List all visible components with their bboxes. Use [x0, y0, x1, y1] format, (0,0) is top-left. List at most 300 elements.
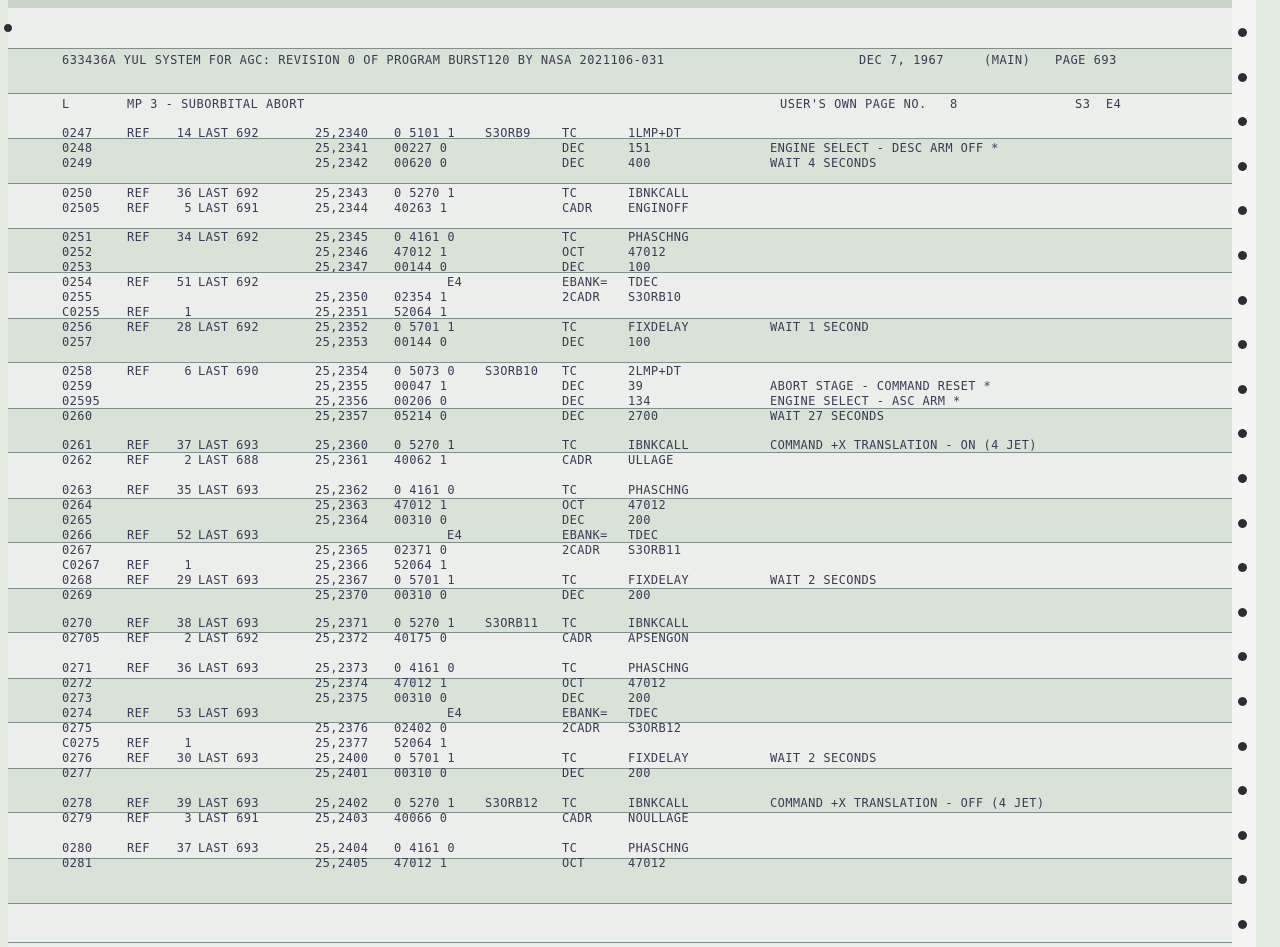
tractor-hole — [1238, 474, 1247, 483]
row-word: 0 5270 1 — [394, 796, 455, 810]
row-num: 34 — [176, 230, 192, 244]
row-word: 02371 0 — [394, 543, 448, 557]
row-addr: 25,2370 — [315, 588, 369, 602]
row-ref: REF — [127, 186, 150, 200]
row-operand: ENGINOFF — [628, 201, 689, 215]
row-operand: 151 — [628, 141, 651, 155]
listing-row — [8, 528, 1256, 543]
row-line: 0274 — [62, 706, 93, 720]
listing-row — [8, 201, 1256, 216]
tractor-hole — [1238, 697, 1247, 706]
listing-row — [8, 661, 1256, 676]
row-num: 30 — [176, 751, 192, 765]
row-last: LAST 692 — [198, 126, 259, 140]
listing-row — [8, 796, 1256, 811]
row-line: 02595 — [62, 394, 101, 408]
row-addr: 25,2346 — [315, 245, 369, 259]
listing-page-number: PAGE 693 — [1055, 53, 1117, 67]
row-word: 00144 0 — [394, 260, 448, 274]
row-operand: APSENGON — [628, 631, 689, 645]
row-ref: REF — [127, 558, 150, 572]
row-word: 40066 0 — [394, 811, 448, 825]
row-op: TC — [562, 751, 578, 765]
row-num: 39 — [176, 796, 192, 810]
row-word: 0 5701 1 — [394, 320, 455, 334]
row-addr: 25,2345 — [315, 230, 369, 244]
row-line: 0267 — [62, 543, 93, 557]
row-word: 00310 0 — [394, 691, 448, 705]
row-op: TC — [562, 796, 578, 810]
listing-row — [8, 721, 1256, 736]
row-comment: ENGINE SELECT - ASC ARM * — [770, 394, 961, 408]
row-ref: REF — [127, 661, 150, 675]
row-line: 02705 — [62, 631, 101, 645]
row-num: 14 — [176, 126, 192, 140]
row-ref: REF — [127, 453, 150, 467]
printout-page — [8, 0, 1256, 947]
row-op: DEC — [562, 335, 585, 349]
row-word: 47012 1 — [394, 676, 448, 690]
row-comment: ABORT STAGE - COMMAND RESET * — [770, 379, 992, 393]
row-num: 28 — [176, 320, 192, 334]
row-line: 0271 — [62, 661, 93, 675]
row-line: 0264 — [62, 498, 93, 512]
row-line: 0275 — [62, 721, 93, 735]
row-addr: 25,2376 — [315, 721, 369, 735]
row-operand: 47012 — [628, 856, 667, 870]
row-ref: REF — [127, 305, 150, 319]
row-op: CADR — [562, 631, 593, 645]
row-addr: 25,2377 — [315, 736, 369, 750]
row-operand: FIXDELAY — [628, 573, 689, 587]
listing-row — [8, 543, 1256, 558]
row-ref: REF — [127, 126, 150, 140]
row-op: DEC — [562, 691, 585, 705]
row-operand: NOULLAGE — [628, 811, 689, 825]
band-rule — [8, 942, 1256, 943]
row-op: DEC — [562, 394, 585, 408]
row-op: DEC — [562, 766, 585, 780]
row-operand: ULLAGE — [628, 453, 674, 467]
row-line: 0257 — [62, 335, 93, 349]
row-addr: 25,2342 — [315, 156, 369, 170]
row-num: 37 — [176, 841, 192, 855]
row-addr: 25,2344 — [315, 201, 369, 215]
row-comment: ENGINE SELECT - DESC ARM OFF * — [770, 141, 999, 155]
row-op: TC — [562, 661, 578, 675]
row-line: 0252 — [62, 245, 93, 259]
row-op: 2CADR — [562, 290, 601, 304]
row-last: LAST 691 — [198, 201, 259, 215]
row-last: LAST 693 — [198, 841, 259, 855]
row-last: LAST 693 — [198, 573, 259, 587]
row-last: LAST 693 — [198, 483, 259, 497]
listing-row — [8, 245, 1256, 260]
tractor-hole — [1238, 28, 1247, 37]
row-label: S3ORB12 — [485, 796, 539, 810]
row-label: S3ORB11 — [485, 616, 539, 630]
listing-row — [8, 513, 1256, 528]
row-comment: WAIT 1 SECOND — [770, 320, 870, 334]
listing-row — [8, 691, 1256, 706]
row-op: DEC — [562, 260, 585, 274]
row-op: CADR — [562, 453, 593, 467]
band-rule — [8, 93, 1256, 94]
row-operand: TDEC — [628, 706, 659, 720]
row-op: TC — [562, 126, 578, 140]
row-operand: 1LMP+DT — [628, 126, 682, 140]
row-operand: 134 — [628, 394, 651, 408]
listing-row — [8, 736, 1256, 751]
row-line: 0277 — [62, 766, 93, 780]
row-addr: 25,2366 — [315, 558, 369, 572]
row-last: LAST 692 — [198, 631, 259, 645]
row-line: 0270 — [62, 616, 93, 630]
row-line: 0253 — [62, 260, 93, 274]
row-ref: REF — [127, 230, 150, 244]
row-word: 00310 0 — [394, 513, 448, 527]
tractor-feed-strip — [1232, 0, 1256, 947]
row-operand: S3ORB12 — [628, 721, 682, 735]
row-last: LAST 692 — [198, 320, 259, 334]
row-op: DEC — [562, 141, 585, 155]
tractor-hole — [1238, 563, 1247, 572]
row-last: LAST 692 — [198, 275, 259, 289]
row-operand: 2LMP+DT — [628, 364, 682, 378]
row-op: DEC — [562, 379, 585, 393]
row-word: 0 4161 0 — [394, 661, 455, 675]
row-num: 51 — [176, 275, 192, 289]
row-line: 02505 — [62, 201, 101, 215]
row-line: 0249 — [62, 156, 93, 170]
row-line: 0281 — [62, 856, 93, 870]
row-line: 0262 — [62, 453, 93, 467]
row-word: 40062 1 — [394, 453, 448, 467]
listing-row — [8, 305, 1256, 320]
row-addr: 25,2341 — [315, 141, 369, 155]
row-op: EBANK= — [562, 528, 608, 542]
listing-row — [8, 558, 1256, 573]
user-page-number: USER'S OWN PAGE NO. 8 — [780, 97, 958, 111]
row-operand: FIXDELAY — [628, 320, 689, 334]
row-addr: 25,2364 — [315, 513, 369, 527]
row-line: 0273 — [62, 691, 93, 705]
row-operand: 200 — [628, 513, 651, 527]
row-line: 0256 — [62, 320, 93, 334]
paper-top-edge — [8, 0, 1256, 8]
row-addr: 25,2347 — [315, 260, 369, 274]
row-op: TC — [562, 841, 578, 855]
row-word: 0 5073 0 — [394, 364, 455, 378]
row-num: 3 — [184, 811, 192, 825]
tractor-hole — [1238, 831, 1247, 840]
row-last: LAST 693 — [198, 661, 259, 675]
row-word: E4 — [447, 528, 463, 542]
listing-row — [8, 631, 1256, 646]
tractor-hole — [1238, 786, 1247, 795]
row-line: C0255 — [62, 305, 101, 319]
row-num: 38 — [176, 616, 192, 630]
row-word: 00310 0 — [394, 766, 448, 780]
row-operand: PHASCHNG — [628, 841, 689, 855]
row-op: OCT — [562, 245, 585, 259]
row-addr: 25,2371 — [315, 616, 369, 630]
row-line: 0266 — [62, 528, 93, 542]
row-line: 0268 — [62, 573, 93, 587]
row-addr: 25,2357 — [315, 409, 369, 423]
row-line: 0248 — [62, 141, 93, 155]
row-comment: WAIT 2 SECONDS — [770, 573, 877, 587]
row-operand: TDEC — [628, 528, 659, 542]
row-word: E4 — [447, 706, 463, 720]
row-label: S3ORB9 — [485, 126, 531, 140]
row-num: 1 — [184, 736, 192, 750]
row-op: TC — [562, 573, 578, 587]
row-ref: REF — [127, 201, 150, 215]
tractor-hole — [1238, 652, 1247, 661]
row-word: 00206 0 — [394, 394, 448, 408]
row-line: 0280 — [62, 841, 93, 855]
listing-row — [8, 364, 1256, 379]
row-line: C0267 — [62, 558, 101, 572]
row-word: 0 5701 1 — [394, 573, 455, 587]
listing-row — [8, 156, 1256, 171]
row-line: 0261 — [62, 438, 93, 452]
row-op: DEC — [562, 588, 585, 602]
tractor-hole — [1238, 162, 1247, 171]
listing-row — [8, 856, 1256, 871]
row-addr: 25,2350 — [315, 290, 369, 304]
listing-row — [8, 588, 1256, 603]
row-ref: REF — [127, 631, 150, 645]
row-operand: 200 — [628, 588, 651, 602]
listing-row — [8, 676, 1256, 691]
row-op: TC — [562, 320, 578, 334]
listing-row — [8, 438, 1256, 453]
row-ref: REF — [127, 706, 150, 720]
row-line: 0250 — [62, 186, 93, 200]
listing-row — [8, 186, 1256, 201]
row-word: 0 4161 0 — [394, 483, 455, 497]
row-operand: 200 — [628, 766, 651, 780]
row-addr: 25,2375 — [315, 691, 369, 705]
tractor-hole — [1238, 920, 1247, 929]
row-addr: 25,2351 — [315, 305, 369, 319]
listing-row — [8, 751, 1256, 766]
row-addr: 25,2373 — [315, 661, 369, 675]
row-num: 37 — [176, 438, 192, 452]
tractor-hole — [1238, 385, 1247, 394]
listing-row — [8, 335, 1256, 350]
row-op: EBANK= — [562, 275, 608, 289]
row-addr: 25,2361 — [315, 453, 369, 467]
section-code: S3 E4 — [1075, 97, 1122, 111]
row-line: C0275 — [62, 736, 101, 750]
row-word: 52064 1 — [394, 558, 448, 572]
row-line: 0258 — [62, 364, 93, 378]
listing-row — [8, 841, 1256, 856]
row-word: 00620 0 — [394, 156, 448, 170]
row-op: TC — [562, 364, 578, 378]
tractor-hole — [1238, 340, 1247, 349]
row-op: CADR — [562, 201, 593, 215]
listing-row — [8, 498, 1256, 513]
row-label: S3ORB10 — [485, 364, 539, 378]
tractor-hole — [1238, 429, 1247, 438]
row-ref: REF — [127, 616, 150, 630]
row-op: DEC — [562, 156, 585, 170]
row-num: 29 — [176, 573, 192, 587]
listing-row — [8, 483, 1256, 498]
row-op: OCT — [562, 498, 585, 512]
row-operand: 39 — [628, 379, 644, 393]
row-line: 0260 — [62, 409, 93, 423]
listing-row — [8, 706, 1256, 721]
listing-row — [8, 126, 1256, 141]
listing-row — [8, 811, 1256, 826]
row-num: 36 — [176, 661, 192, 675]
row-addr: 25,2352 — [315, 320, 369, 334]
row-line: 0272 — [62, 676, 93, 690]
row-ref: REF — [127, 811, 150, 825]
listing-row — [8, 453, 1256, 468]
row-word: 02402 0 — [394, 721, 448, 735]
listing-row — [8, 379, 1256, 394]
row-ref: REF — [127, 841, 150, 855]
row-op: TC — [562, 230, 578, 244]
row-addr: 25,2340 — [315, 126, 369, 140]
tractor-hole — [1238, 73, 1247, 82]
tractor-hole — [1238, 206, 1247, 215]
listing-row — [8, 766, 1256, 781]
row-num: 52 — [176, 528, 192, 542]
row-last: LAST 693 — [198, 751, 259, 765]
row-comment: COMMAND +X TRANSLATION - OFF (4 JET) — [770, 796, 1045, 810]
row-line: 0265 — [62, 513, 93, 527]
row-line: 0278 — [62, 796, 93, 810]
listing-row — [8, 230, 1256, 245]
row-last: LAST 692 — [198, 230, 259, 244]
row-line: 0269 — [62, 588, 93, 602]
band-rule — [8, 48, 1256, 49]
row-operand: IBNKCALL — [628, 438, 689, 452]
row-operand: PHASCHNG — [628, 230, 689, 244]
row-word: 02354 1 — [394, 290, 448, 304]
row-ref: REF — [127, 573, 150, 587]
row-addr: 25,2362 — [315, 483, 369, 497]
row-operand: 100 — [628, 335, 651, 349]
row-line: 0254 — [62, 275, 93, 289]
row-op: OCT — [562, 676, 585, 690]
row-addr: 25,2400 — [315, 751, 369, 765]
row-op: TC — [562, 483, 578, 497]
row-op: OCT — [562, 856, 585, 870]
row-addr: 25,2405 — [315, 856, 369, 870]
band-rule — [8, 228, 1256, 229]
row-num: 6 — [184, 364, 192, 378]
listing-row — [8, 394, 1256, 409]
listing-row — [8, 573, 1256, 588]
row-operand: 400 — [628, 156, 651, 170]
row-word: 0 5270 1 — [394, 438, 455, 452]
row-op: CADR — [562, 811, 593, 825]
row-ref: REF — [127, 320, 150, 334]
row-operand: S3ORB10 — [628, 290, 682, 304]
tractor-hole — [1238, 875, 1247, 884]
row-operand: 47012 — [628, 498, 667, 512]
listing-row — [8, 141, 1256, 156]
row-operand: PHASCHNG — [628, 483, 689, 497]
tractor-hole — [1238, 742, 1247, 751]
tractor-hole — [1238, 296, 1247, 305]
listing-row — [8, 260, 1256, 275]
row-line: 0255 — [62, 290, 93, 304]
row-addr: 25,2353 — [315, 335, 369, 349]
row-num: 2 — [184, 453, 192, 467]
listing-row — [8, 290, 1256, 305]
row-word: 0 4161 0 — [394, 841, 455, 855]
row-num: 1 — [184, 305, 192, 319]
row-ref: REF — [127, 364, 150, 378]
row-operand: 2700 — [628, 409, 659, 423]
row-line: 0279 — [62, 811, 93, 825]
row-num: 36 — [176, 186, 192, 200]
row-op: DEC — [562, 409, 585, 423]
tractor-hole — [1238, 117, 1247, 126]
row-addr: 25,2356 — [315, 394, 369, 408]
row-word: 47012 1 — [394, 856, 448, 870]
row-operand: S3ORB11 — [628, 543, 682, 557]
row-word: 0 4161 0 — [394, 230, 455, 244]
row-ref: REF — [127, 528, 150, 542]
row-last: LAST 693 — [198, 706, 259, 720]
row-comment: WAIT 27 SECONDS — [770, 409, 885, 423]
row-word: 00047 1 — [394, 379, 448, 393]
row-ref: REF — [127, 796, 150, 810]
row-addr: 25,2374 — [315, 676, 369, 690]
row-op: TC — [562, 186, 578, 200]
tractor-hole — [1238, 251, 1247, 260]
row-ref: REF — [127, 751, 150, 765]
listing-date: DEC 7, 1967 — [859, 53, 944, 67]
row-comment: WAIT 2 SECONDS — [770, 751, 877, 765]
row-addr: 25,2354 — [315, 364, 369, 378]
row-addr: 25,2402 — [315, 796, 369, 810]
row-last: LAST 692 — [198, 186, 259, 200]
row-last: LAST 691 — [198, 811, 259, 825]
row-last: LAST 693 — [198, 796, 259, 810]
row-num: 2 — [184, 631, 192, 645]
row-addr: 25,2365 — [315, 543, 369, 557]
row-word: 40263 1 — [394, 201, 448, 215]
row-line: 0247 — [62, 126, 93, 140]
row-addr: 25,2372 — [315, 631, 369, 645]
row-operand: FIXDELAY — [628, 751, 689, 765]
row-comment: WAIT 4 SECONDS — [770, 156, 877, 170]
row-operand: TDEC — [628, 275, 659, 289]
row-word: 0 5101 1 — [394, 126, 455, 140]
row-op: DEC — [562, 513, 585, 527]
row-num: 5 — [184, 201, 192, 215]
row-last: LAST 688 — [198, 453, 259, 467]
tractor-hole — [1238, 519, 1247, 528]
row-addr: 25,2363 — [315, 498, 369, 512]
listing-row — [8, 409, 1256, 424]
row-ref: REF — [127, 483, 150, 497]
row-comment: COMMAND +X TRANSLATION - ON (4 JET) — [770, 438, 1037, 452]
row-operand: 47012 — [628, 676, 667, 690]
listing-section: (MAIN) — [984, 53, 1031, 67]
